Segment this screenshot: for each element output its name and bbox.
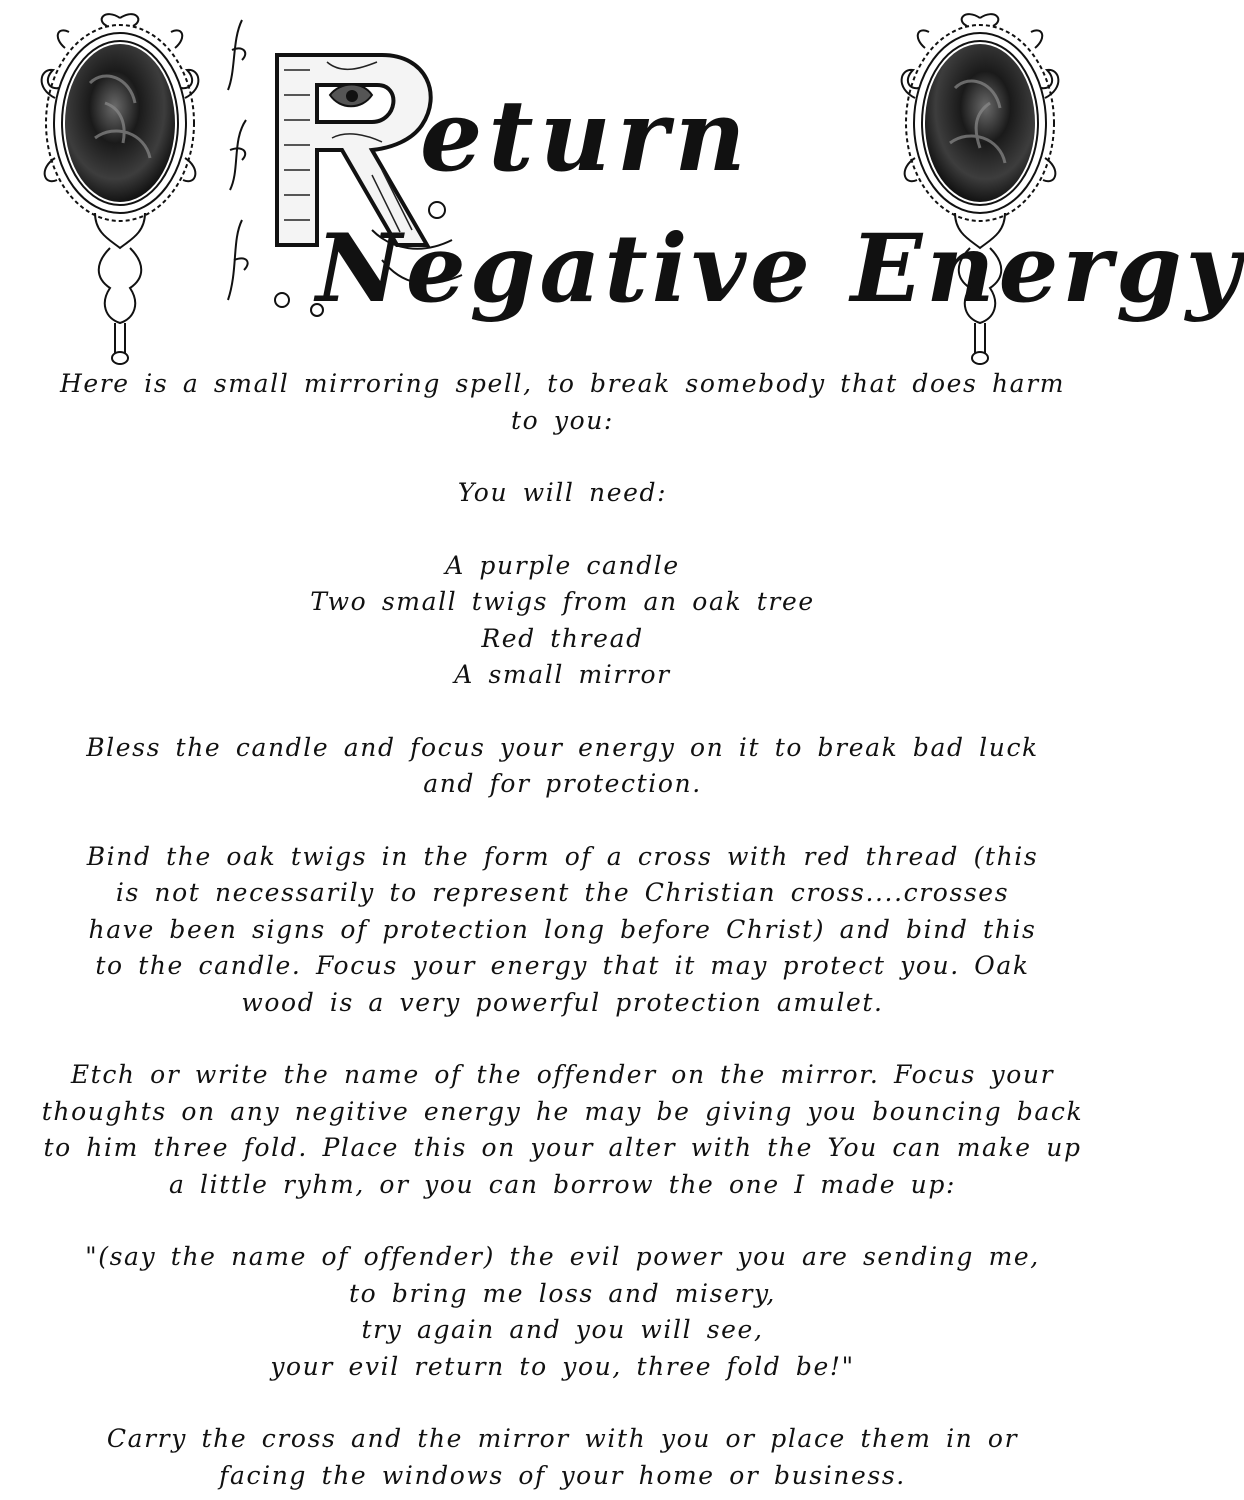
rhyme-line: your evil return to you, three fold be!" [270,1351,855,1381]
ornate-mirror-illustration [35,8,205,368]
list-item: A purple candle [445,550,680,580]
step-paragraph: Etch or write the name of the offender on the mirror. Focus your thoughts on any negitive energy he may be giving you bouncing back to him three fold. Place this on your alter with the You can make up a little ryhm, or you can borrow the one I made up: [41,1060,1084,1199]
title-line-1: eturn [420,79,752,194]
list-item: Red thread [481,623,644,653]
title-line-2: Negative Energy [316,214,1244,324]
spell-body [40,366,1085,1494]
ingredients-list [40,548,1085,694]
rhyme-line: to bring me loss and misery, [349,1278,776,1308]
step-paragraph: Bind the oak twigs in the form of a cross with red thread (this is not necessarily to represent the Christian cross....crosses have been signs of protection long before Christ) and bind this to the candle. Focus your energy that it may protect you. Oak wood is a very powerful protection amulet. [86,841,1039,1017]
rhyme-line: try again and you will see, [361,1315,764,1344]
you-will-need-heading: You will need: [457,478,668,507]
step-paragraph: Bless the candle and focus your energy on it to break bad luck and for protection. [86,732,1039,798]
rhyme [40,1239,1085,1385]
intro-text: Here is a small mirroring spell, to break somebody that does harm to you: [59,369,1066,435]
closing-paragraph: Carry the cross and the mirror with you or place them in or facing the windows of your home or business. [106,1424,1019,1490]
rhyme-line: "(say the name of offender) the evil power you are sending me, [85,1242,1040,1271]
list-item: Two small twigs from an oak tree [310,587,815,616]
ornate-mirror-illustration [895,8,1065,368]
list-item: A small mirror [454,660,671,689]
